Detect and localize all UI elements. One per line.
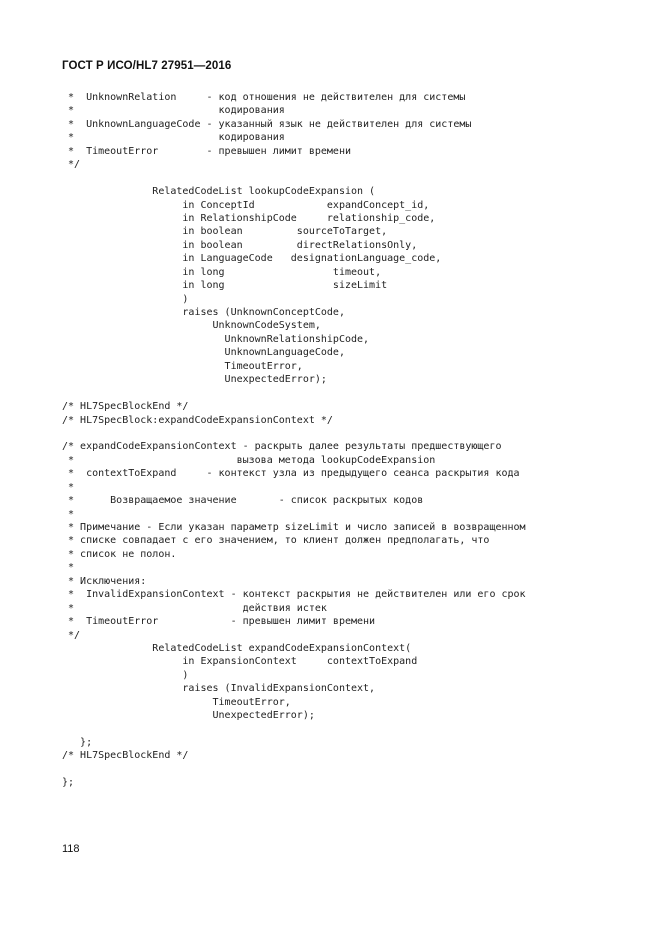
code-line: in ExpansionContext contextToExpand	[62, 656, 418, 668]
code-line: /* expandCodeExpansionContext - раскрыть далее результаты предшествующего	[62, 441, 502, 453]
code-line: )	[62, 293, 189, 305]
code-line: UnexpectedError);	[62, 710, 315, 722]
code-line: /* HL7SpecBlock:expandCodeExpansionContext */	[62, 414, 333, 426]
code-line	[62, 427, 526, 440]
code-line: */	[62, 629, 81, 641]
code-line: in boolean sourceToTarget,	[62, 226, 388, 238]
code-line: *	[62, 508, 75, 520]
code-line: UnknownCodeSystem,	[62, 320, 321, 332]
code-line: * TimeoutError - превышен лимит времени	[62, 616, 376, 628]
code-line: * действия истек	[62, 602, 327, 614]
code-line: in RelationshipCode relationship_code,	[62, 212, 436, 224]
code-line: * кодирования	[62, 132, 285, 144]
code-line: TimeoutError,	[62, 360, 303, 372]
idl-code-block	[62, 91, 526, 790]
code-line: RelatedCodeList expandCodeExpansionContext(	[62, 642, 412, 654]
code-line	[62, 763, 526, 776]
code-line: UnknownLanguageCode,	[62, 347, 345, 359]
code-line: * contextToExpand - контекст узла из предыдущего сеанса раскрытия кода	[62, 468, 520, 480]
code-line: * кодирования	[62, 105, 285, 117]
code-line: };	[62, 737, 93, 748]
code-line: * UnknownRelation - код отношения не действителен для системы	[62, 92, 466, 103]
code-line	[62, 172, 526, 185]
code-line: /* HL7SpecBlockEnd */	[62, 750, 189, 762]
code-line: in LanguageCode designationLanguage_code,	[62, 253, 442, 265]
code-line	[62, 723, 526, 736]
code-line: * Исключения:	[62, 575, 147, 587]
code-line: in long timeout,	[62, 266, 382, 278]
code-line: * UnknownLanguageCode - указанный язык не действителен для системы	[62, 118, 472, 130]
code-line: raises (UnknownConceptCode,	[62, 307, 345, 318]
code-line: * вызова метода lookupCodeExpansion	[62, 454, 436, 466]
code-line: TimeoutError,	[62, 696, 291, 708]
code-line	[62, 387, 526, 400]
code-line: *	[62, 562, 75, 574]
code-line: )	[62, 669, 189, 681]
code-line: *	[62, 481, 75, 493]
code-line: raises (InvalidExpansionContext,	[62, 683, 376, 695]
code-line: * Возвращаемое значение - список раскрытых кодов	[62, 495, 424, 507]
code-line: UnknownRelationshipCode,	[62, 333, 370, 345]
code-line: * InvalidExpansionContext - контекст раскрытия не действителен или его срок	[62, 589, 526, 601]
code-line: };	[62, 777, 75, 789]
page-number: 118	[62, 843, 80, 855]
code-line: in long sizeLimit	[62, 280, 388, 292]
code-line: */	[62, 159, 81, 171]
code-line: * список не полон.	[62, 548, 177, 560]
code-line: RelatedCodeList lookupCodeExpansion (	[62, 186, 376, 198]
code-line: in boolean directRelationsOnly,	[62, 239, 418, 251]
code-line: /* HL7SpecBlockEnd */	[62, 401, 189, 413]
code-line: UnexpectedError);	[62, 374, 327, 386]
code-line: * списке совпадает с его значением, то клиент должен предполагать, что	[62, 535, 490, 547]
code-line: * TimeoutError - превышен лимит времени	[62, 145, 351, 157]
code-line: * Примечание - Если указан параметр sizeLimit и число записей в возвращенном	[62, 522, 526, 533]
document-standard-title: ГОСТ Р ИСО/HL7 27951—2016	[62, 60, 232, 72]
code-line: in ConceptId expandConcept_id,	[62, 199, 430, 211]
